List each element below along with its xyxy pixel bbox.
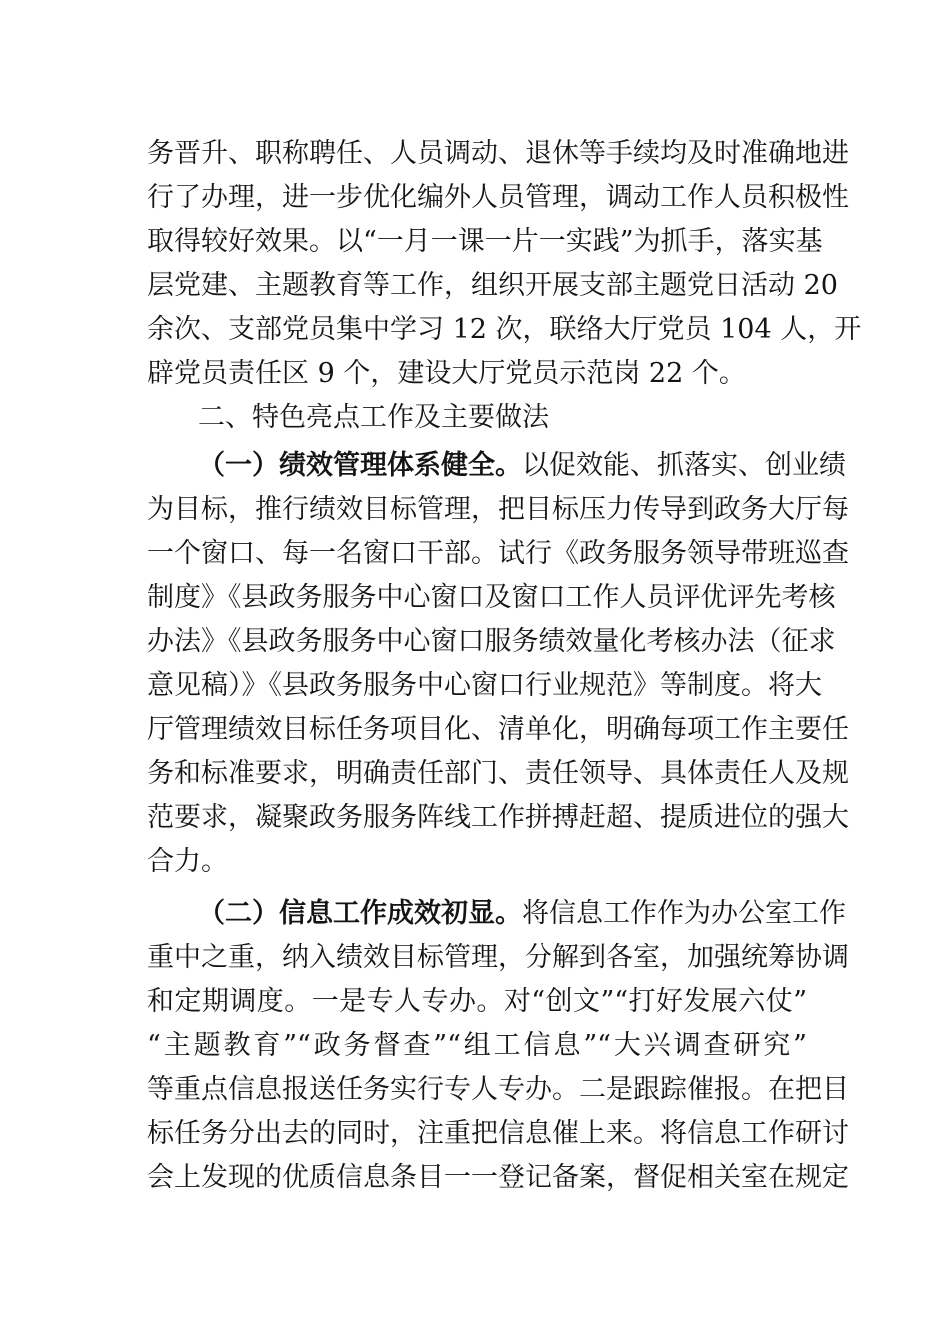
paragraph-1-line-4: 层党建、主题教育等工作，组织开展支部主题党日活动 20 <box>147 270 838 301</box>
paragraph-2-first-line <box>198 446 846 486</box>
paragraph-3-first-line <box>198 894 846 934</box>
paragraph-2-line-3: 一个窗口、每一名窗口干部。试行《政务服务领导带班巡查 <box>147 538 849 569</box>
section-heading: 二、特色亮点工作及主要做法 <box>198 402 549 433</box>
paragraph-1-line-1: 务晋升、职称聘任、人员调动、退休等手续均及时准确地进 <box>147 138 849 169</box>
paragraph-3-line-7: 会上发现的优质信息条目一一登记备案，督促相关室在规定 <box>147 1162 849 1193</box>
paragraph-1-line-5: 余次、支部党员集中学习 12 次，联络大厅党员 104 人，开 <box>147 314 862 345</box>
paragraph-1-line-3: 取得较好效果。以“一月一课一片一实践”为抓手，落实基 <box>147 226 823 257</box>
paragraph-2-line-9: 范要求，凝聚政务服务阵线工作拼搏赶超、提质进位的强大 <box>147 802 849 833</box>
paragraph-2-line-4: 制度》《县政务服务中心窗口及窗口工作人员评优评先考核 <box>147 582 836 613</box>
paragraph-2-line-2: 为目标，推行绩效目标管理，把目标压力传导到政务大厅每 <box>147 494 849 525</box>
paragraph-3-line-3: 和定期调度。一是专人专办。对“创文”“打好发展六仗” <box>147 986 807 1017</box>
paragraph-2-line-10: 合力。 <box>147 846 228 877</box>
paragraph-3-line-4: “主题教育”“政务督查”“组工信息”“大兴调查研究” <box>147 1030 807 1061</box>
paragraph-2-line-6: 意见稿）》《县政务服务中心窗口行业规范》等制度。将大 <box>147 670 822 701</box>
paragraph-2-line-8: 务和标准要求，明确责任部门、责任领导、具体责任人及规 <box>147 758 849 789</box>
paragraph-2-line-7: 厅管理绩效目标任务项目化、清单化，明确每项工作主要任 <box>147 714 849 745</box>
paragraph-2-subheading: （一）绩效管理体系健全。 <box>198 450 522 481</box>
paragraph-3-line-2: 重中之重，纳入绩效目标管理，分解到各室，加强统筹协调 <box>147 942 849 973</box>
paragraph-2-first-line-text: 以促效能、抓落实、创业绩 <box>522 450 846 481</box>
paragraph-3-line-5: 等重点信息报送任务实行专人专办。二是跟踪催报。在把目 <box>147 1074 849 1105</box>
paragraph-3-line-6: 标任务分出去的同时，注重把信息催上来。将信息工作研讨 <box>147 1118 849 1149</box>
paragraph-3-first-line-text: 将信息工作作为办公室工作 <box>522 898 846 929</box>
paragraph-1-line-2: 行了办理，进一步优化编外人员管理，调动工作人员积极性 <box>147 182 849 213</box>
paragraph-1-line-6: 辟党员责任区 9 个，建设大厅党员示范岗 22 个。 <box>147 358 746 389</box>
paragraph-2-line-5: 办法》《县政务服务中心窗口服务绩效量化考核办法（征求 <box>147 626 836 657</box>
paragraph-3-subheading: （二）信息工作成效初显。 <box>198 898 522 929</box>
